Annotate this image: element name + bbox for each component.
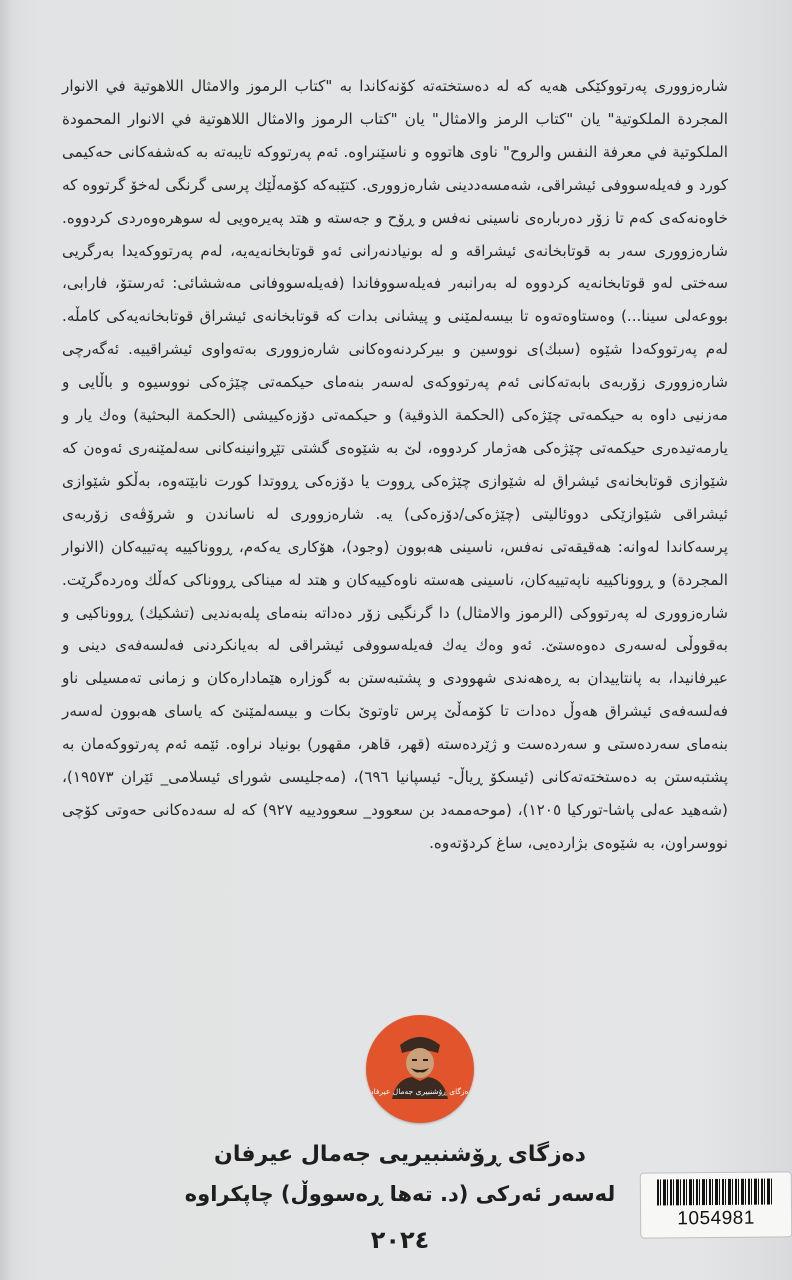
publisher-name: دەزگای ڕۆشنبیریی جەمال عیرفان <box>214 1142 586 1167</box>
logo-caption: دەزگای ڕۆشنبیری جەمال عیرفان <box>368 1087 472 1096</box>
back-cover-blurb <box>62 70 728 860</box>
portrait-icon <box>366 1015 474 1123</box>
barcode-number: 1054981 <box>677 1207 755 1230</box>
barcode-sticker <box>640 1171 792 1238</box>
blurb-paragraph: شارەزووری پەرتووکێکی هەیە کە لە دەستختەتە کۆنەکاندا بە "كتاب الرموز والامثال اللاهوتية في الانوار المجردة الملكوتية" یان "كتاب الرمز والامثال" یان "كتاب الرموز والامثال اللاهوتية في الانوار المحمودة الملكوتية في معرفة النفس والروح" ناوی هاتووە و ناسێنراوە. ئەم پەرتووکە تایبەتە بە کەشفەکانی حەکیمی کورد و فەیلەسووفی ئیشراقی، شەمسەددینی شارەزووری. کتێبەکە کۆمەڵێك پرسی گرنگی لەخۆ گرتووە کە خاوەنەکەی کەم تا زۆر دەربارەی ناسینی نەفس و ڕۆح و جەستە و هتد پەیرەویی لە سوهرەوەردی کردووە. شارەزووری سەر بە قوتابخانەی ئیشراقە و لە بونیادنەرانی ئەو قوتابخانەیەیە، لەم پەرتووکەیدا بەرگریی سەختی لەو قوتابخانەیە کردووە لە بەرانبەر فەیلەسووفاندا (فەیلەسووفانی مەششائی: ئەرستۆ، فارابی، بووعەلی سینا...) وەستاوەتەوە تا بیسەلمێنی و پیشانی بدات کە قوتابخانەی ئیشراق قوتابخانەیەکی کامڵە. لەم پەرتووکەدا شێوە (سبك)ی نووسین و بیرکردنەوەکانی شارەزووری بەتەواوی ئیشراقییە. ئەگەرچی شارەزووری زۆربەی بابەتەکانی ئەم پەرتووکەی لەسەر بنەمای حیکمەتی چێژەکی نووسیوە و باڵایی و مەزنیی داوە بە حیکمەتی چێژەکی (الحكمة الذوقية) و حیکمەتی دۆزەکییشی (الحكمة البحثية) وەك یار و یارمەتیدەری حیکمەتی چێژەکی هەژمار کردووە، لێ بە شێوەی گشتی تێڕوانینەکانی سەلمێنەری ئەوەن کە شێوازی قوتابخانەی ئیشراق لە شێوازی چێژەکی ڕووت یا دۆزەکی ڕووتدا کورت نابێتەوە، بەڵکو شێوازی ئیشراقی شێوازێکی دووئالیتی (چێژەکی/دۆزەکی) یە. شارەزووری لە ناساندن و شرۆڤەی زۆربەی پرسەکاندا لەوانە: هەقیقەتی نەفس، ناسینی هەبوون (وجود)، هۆکاری یەکەم، ڕووناکییە پەتییەکان (الانوار المجردة) و ڕووناکییە ناپەتییەکان، ناسینی هەستە ناوەکییەکان و هتد لە میناکی ڕووناکی کەڵك وەردەگرێت. شارەزووری لە پەرتووکی (الرموز والامثال) دا گرنگیی زۆر دەداتە بنەمای پلەبەندیی (تشکيك) ڕووناکیی و بەقووڵی لەسەری دەوەستێ. ئەو وەك یەك فەیلەسووفی ئیشراقی لە بەیانکردنی فەلسەفەی دینی و عیرفانیدا، بە پانتاییدان بە ڕەهەندی شهوودی و پشتبەستن بە گوزارە هێماداره‌کان و زمانی تەمسیلی ناو فەلسەفەی ئیشراق هەوڵ دەدات تا کۆمەڵێ پرس تاوتوێ بکات و بیسەلمێنێ کە یاسای هەبوون لەسەر بنەمای سەردەستی و سەردەست و ژێردەستە (قهر، قاهر، مقهور) بونیاد نراوە. ئێمە ئەم پەرتووکەمان بە پشتبەستن بە دەستختەتەکانی (ئیسکۆ ڕیاڵ- ئیسپانیا ٦٩٦)، (مەجلیسی شورای ئیسلامی_ ئێران ١٩٥٧٣)، (شەهید عەلی پاشا-تورکیا ١٢٠٥)، (موحەممەد بن سعوود_ سعوودییە ٩٢٧) کە لە سەدەکانی حەوتی کۆچی نووسراون، بە شێوەی بژاردەیی، ساغ کردۆتەوە. <box>62 77 728 852</box>
editor-line: لەسەر ئەرکی (د. تەها ڕەسووڵ) چاپکراوە <box>184 1182 616 1206</box>
barcode-icon <box>657 1179 773 1206</box>
publication-year: ٢٠٢٤ <box>370 1226 430 1254</box>
publisher-logo <box>366 1015 474 1123</box>
